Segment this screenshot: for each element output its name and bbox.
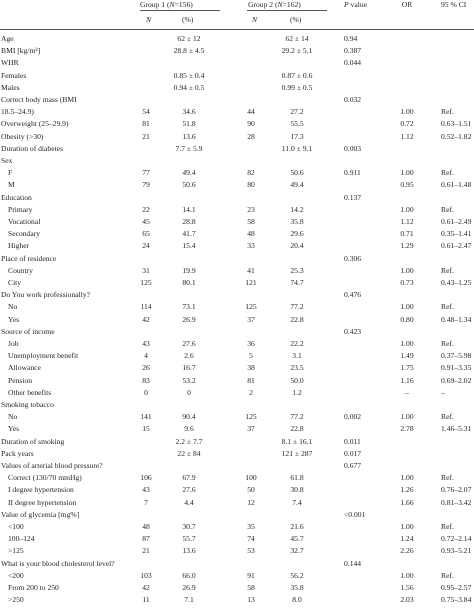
group2-pct-cell: 14.2 (290, 204, 304, 214)
group1-n-cell: 0 (144, 387, 148, 397)
row-label: <100 (8, 522, 24, 531)
confidence-interval-cell: Ref. (441, 522, 454, 531)
header-n1: N (146, 15, 152, 24)
group1-pct-cell: 66.0 (182, 570, 196, 580)
odds-ratio-cell: 1.16 (400, 375, 414, 385)
header-group2: Group 2 (N=162) (248, 0, 301, 9)
row-label: Obesity (>30) (1, 131, 44, 141)
confidence-interval-cell: 0.91–3.35 (441, 363, 472, 373)
confidence-interval-cell: 0.35–1.41 (441, 229, 472, 239)
row-label: Job (8, 339, 19, 348)
group2-n-cell: 37 (247, 314, 255, 324)
confidence-interval-cell: 0.61–2.49 (441, 217, 472, 226)
group2-n-cell: 36 (247, 339, 255, 348)
p-value-cell: 0.144 (344, 558, 362, 568)
group2-n-cell: 28 (247, 131, 255, 141)
group2-n-cell: 100 (245, 473, 257, 483)
confidence-interval-cell: Ref. (441, 412, 454, 422)
group2-pct-cell: 62 ± 14 (285, 34, 309, 43)
group1-pct-cell: 49.4 (182, 168, 196, 178)
group2-n-cell: 125 (245, 302, 257, 312)
group1-n-cell: 43 (142, 339, 150, 348)
group2-pct-cell: 0.87 ± 0.6 (281, 70, 313, 80)
confidence-interval-cell: 0.95–2.57 (441, 583, 472, 592)
row-label: No (8, 302, 18, 312)
group2-pct-cell: 50.0 (290, 375, 304, 385)
row-label: I degree hypertension (8, 485, 74, 495)
row-label: Duration of smoking (1, 436, 65, 446)
odds-ratio-cell: 1.56 (400, 583, 414, 592)
group2-n-cell: 58 (247, 217, 255, 226)
group2-n-cell: 81 (247, 375, 255, 385)
p-value-cell: 0.011 (344, 436, 361, 446)
group2-pct-cell: 22.2 (290, 339, 304, 348)
group1-n-cell: 54 (142, 107, 150, 117)
group1-pct-cell: 62 ± 12 (177, 34, 201, 43)
confidence-interval-cell: 0.52–1.82 (441, 131, 472, 141)
group2-n-cell: 48 (247, 229, 255, 239)
group2-pct-cell: 29.2 ± 5.1 (281, 46, 313, 56)
group1-pct-cell: 90.4 (182, 412, 196, 422)
header-pvalue: P value (344, 0, 367, 9)
group2-pct-cell: 61.8 (290, 473, 304, 483)
group1-pct-cell: 53.2 (182, 375, 196, 385)
odds-ratio-cell: 1.00 (400, 107, 414, 117)
header-pct2: (%) (290, 15, 302, 24)
group2-n-cell: 74 (247, 534, 255, 544)
header-rule (0, 29, 474, 30)
group1-n-cell: 79 (142, 180, 150, 190)
group1-pct-cell: 27.6 (182, 485, 196, 495)
group2-pct-cell: 77.2 (290, 302, 304, 312)
group2-pct-cell: 50.6 (290, 168, 304, 178)
row-label: Yes (8, 424, 20, 434)
odds-ratio-cell: 1.49 (400, 351, 414, 361)
group1-n-cell: 15 (142, 424, 150, 434)
odds-ratio-cell: 1.00 (400, 204, 414, 214)
row-label: Pension (8, 375, 33, 385)
group1-pct-cell: 0 (187, 387, 191, 397)
odds-ratio-cell: 2.03 (400, 595, 414, 605)
row-label: Pack years (1, 448, 34, 458)
group2-pct-cell: 25.3 (290, 265, 304, 275)
group2-n-cell: 12 (247, 497, 255, 507)
group1-pct-cell: 16.7 (182, 363, 196, 373)
row-label: Females (1, 70, 27, 80)
group2-n-cell: 91 (247, 570, 255, 580)
group2-pct-cell: 55.5 (290, 119, 304, 129)
odds-ratio-cell: 1.29 (400, 241, 414, 251)
group1-n-cell: 141 (140, 412, 152, 422)
row-label: Other benefits (8, 387, 52, 397)
group2-pct-cell: 0.99 ± 0.5 (281, 82, 313, 92)
group2-pct-cell: 22.8 (290, 424, 304, 434)
confidence-interval-cell: 0.43–1.25 (441, 278, 472, 287)
group1-n-cell: 42 (142, 314, 150, 324)
group1-pct-cell: 34.6 (182, 107, 196, 117)
row-label: City (8, 278, 22, 287)
p-value-cell: 0.94 (344, 34, 358, 43)
p-value-cell: 0.003 (344, 143, 362, 153)
group2-pct-cell: 121 ± 287 (281, 448, 313, 458)
group1-pct-cell: 50.6 (182, 180, 196, 190)
row-label: Place of residence (1, 253, 57, 263)
confidence-interval-cell: Ref. (441, 473, 454, 483)
row-label: M (8, 180, 15, 190)
row-label: Higher (8, 241, 30, 251)
row-label: >250 (8, 595, 24, 605)
header-pct1: (%) (182, 15, 194, 24)
row-label: <200 (8, 570, 24, 580)
row-label: Smoking tobacco (1, 400, 54, 409)
odds-ratio-cell: 1.00 (400, 302, 414, 312)
confidence-interval-cell: 0.93–5.21 (441, 546, 472, 556)
group1-pct-cell: 14.1 (182, 204, 196, 214)
group2-pct-cell: 29.6 (290, 229, 304, 239)
group1-n-cell: 21 (142, 546, 150, 556)
group1-n-cell: 77 (142, 168, 150, 178)
group1-n-cell: 83 (142, 375, 150, 385)
row-label: Values of arterial blood pressure? (1, 461, 103, 470)
group1-pct-cell: 67.9 (182, 473, 196, 483)
odds-ratio-cell: 0.72 (400, 119, 414, 129)
row-label: Overweight (25–29.9) (1, 119, 69, 129)
group1-pct-cell: 19.9 (182, 265, 196, 275)
odds-ratio-cell: 2.78 (400, 424, 414, 434)
group1-n-cell: 81 (142, 119, 150, 129)
group1-pct-cell: 51.8 (182, 119, 196, 129)
confidence-interval-cell: Ref. (441, 265, 454, 275)
row-label: Correct (130/70 mmHg) (8, 473, 82, 483)
group1-n-cell: 114 (140, 302, 152, 312)
row-label: Vocational (8, 217, 41, 226)
group1-n-cell: 4 (144, 351, 148, 361)
row-label: From 200 to 250 (8, 583, 59, 592)
p-value-cell: 0.044 (344, 58, 362, 68)
group2-pct-cell: 27.2 (290, 107, 304, 117)
group1-pct-cell: 2.6 (184, 351, 194, 361)
group2-n-cell: 44 (247, 107, 255, 117)
group2-n-cell: 50 (247, 485, 255, 495)
group1-n-cell: 26 (142, 363, 150, 373)
row-label: Correct body mass (BMI (1, 95, 77, 104)
confidence-interval-cell: 0.61–1.48 (441, 180, 472, 190)
group2-pct-cell: 77.2 (290, 412, 304, 422)
group1-n-cell: 45 (142, 217, 150, 226)
p-value-cell: 0.032 (344, 95, 362, 104)
group2-pct-cell: 22.8 (290, 314, 304, 324)
row-label: Primary (8, 204, 33, 214)
confidence-interval-cell: 0.63–1.51 (441, 119, 472, 129)
odds-ratio-cell: 1.26 (400, 485, 414, 495)
group2-n-cell: 2 (249, 387, 253, 397)
group1-pct-cell: 7.7 ± 5.9 (175, 143, 203, 153)
group2-pct-cell: 35.8 (290, 217, 304, 226)
group1-pct-cell: 13.6 (182, 546, 196, 556)
p-value-cell: 0.137 (344, 192, 362, 202)
group1-n-cell: 7 (144, 497, 148, 507)
row-label: 18.5–24.9) (1, 107, 34, 117)
row-label: Secondary (8, 229, 41, 239)
confidence-interval-cell: 0.48–1.34 (441, 314, 472, 324)
group2-pct-cell: 3.1 (292, 351, 302, 361)
group1-n-cell: 43 (142, 485, 150, 495)
group2-n-cell: 125 (245, 412, 257, 422)
group2-n-cell: 33 (247, 241, 255, 251)
header-n2: N (252, 15, 258, 24)
row-label: No (8, 412, 18, 422)
header-ci: 95 % CI (441, 0, 467, 9)
group1-pct-cell: 27.6 (182, 339, 196, 348)
odds-ratio-cell: 1.12 (400, 217, 414, 226)
row-label: Country (8, 265, 33, 275)
group1-pct-cell: 0.94 ± 0.5 (173, 82, 205, 92)
group2-pct-cell: 1.2 (292, 387, 302, 397)
confidence-interval-cell: 0.37–5.98 (441, 351, 472, 361)
group1-pct-cell: 15.4 (182, 241, 196, 251)
group1-n-cell: 48 (142, 522, 150, 531)
confidence-interval-cell: 0.81–3.42 (441, 497, 472, 507)
group2-n-cell: 90 (247, 119, 255, 129)
row-label: >125 (8, 546, 24, 556)
odds-ratio-cell: 1.24 (400, 534, 414, 544)
group2-pct-cell: 45.7 (290, 534, 304, 544)
group2-pct-cell: 56.2 (290, 570, 304, 580)
group2-n-cell: 23 (247, 204, 255, 214)
row-label: Education (1, 192, 32, 202)
odds-ratio-cell: 1.00 (400, 473, 414, 483)
p-value-cell: 0.476 (344, 290, 362, 300)
row-label: Duration of diabetes (1, 143, 63, 153)
p-value-cell: 0.306 (344, 253, 362, 263)
group2-pct-cell: 11.0 ± 9.1 (281, 143, 313, 153)
group1-pct-cell: 0.85 ± 0.4 (173, 70, 205, 80)
row-label: What is your blood cholesterol level? (1, 558, 115, 568)
row-label: 100–124 (8, 534, 35, 544)
odds-ratio-cell: 1.00 (400, 570, 414, 580)
group2-n-cell: 37 (247, 424, 255, 434)
row-label: Yes (8, 314, 20, 324)
header-or: OR (401, 0, 413, 9)
confidence-interval-cell: – (441, 387, 445, 397)
group1-n-cell: 106 (140, 473, 152, 483)
p-value-cell: 0.423 (344, 326, 362, 336)
group1-n-cell: 21 (142, 131, 150, 141)
group2-pct-cell: 7.4 (292, 497, 302, 507)
row-label: WHR (1, 58, 19, 68)
group1-pct-cell: 7.1 (184, 595, 194, 605)
p-value-cell: 0.002 (344, 412, 362, 422)
p-value-cell: 0.017 (344, 448, 362, 458)
header-group1: Group 1 (N=156) (140, 0, 193, 9)
group2-n-cell: 53 (247, 546, 255, 556)
odds-ratio-cell: – (405, 387, 409, 397)
row-label: BMI [kg/m²] (1, 46, 41, 56)
group1-pct-cell: 26.9 (182, 583, 196, 592)
p-value-cell: 0.911 (344, 168, 361, 178)
row-label: Source of income (1, 326, 55, 336)
group1-n-cell: 87 (142, 534, 150, 544)
group1-n-cell: 125 (140, 278, 152, 287)
group1-n-cell: 42 (142, 583, 150, 592)
confidence-interval-cell: 1.46–5.31 (441, 424, 472, 434)
group2-n-cell: 80 (247, 180, 255, 190)
row-label: II degree hypertension (8, 497, 77, 507)
row-label: Allowance (8, 363, 41, 373)
row-label: Do You work professionally? (1, 290, 91, 300)
group1-n-cell: 22 (142, 204, 150, 214)
group2-pct-cell: 17.3 (290, 131, 304, 141)
row-label: Males (1, 82, 20, 92)
odds-ratio-cell: 0.71 (400, 229, 414, 239)
confidence-interval-cell: Ref. (441, 339, 454, 348)
confidence-interval-cell: Ref. (441, 570, 454, 580)
group2-n-cell: 82 (247, 168, 255, 178)
group2-n-cell: 38 (247, 363, 255, 373)
group2-pct-cell: 8.0 (292, 595, 302, 605)
odds-ratio-cell: 0.80 (400, 314, 414, 324)
odds-ratio-cell: 0.95 (400, 180, 414, 190)
odds-ratio-cell: 1.00 (400, 168, 414, 178)
group1-n-cell: 11 (142, 595, 150, 605)
group2-rule (247, 10, 327, 11)
group1-pct-cell: 73.1 (182, 302, 196, 312)
odds-ratio-cell: 1.66 (400, 497, 414, 507)
group2-pct-cell: 30.8 (290, 485, 304, 495)
p-value-cell: 0.387 (344, 46, 362, 56)
group2-pct-cell: 49.4 (290, 180, 304, 190)
group2-pct-cell: 8.1 ± 16.1 (281, 436, 313, 446)
row-label: Value of glycemia [mg%] (1, 509, 80, 519)
confidence-interval-cell: Ref. (441, 107, 454, 117)
odds-ratio-cell: 1.75 (400, 363, 414, 373)
group2-pct-cell: 32.7 (290, 546, 304, 556)
group1-n-cell: 31 (142, 265, 150, 275)
group1-pct-cell: 41.7 (182, 229, 196, 239)
confidence-interval-cell: Ref. (441, 168, 454, 178)
group1-pct-cell: 4.4 (184, 497, 194, 507)
odds-ratio-cell: 1.00 (400, 339, 414, 348)
confidence-interval-cell: 0.69–2.02 (441, 375, 472, 385)
confidence-interval-cell: 0.61–2.47 (441, 241, 472, 251)
row-label: Age (1, 34, 14, 43)
odds-ratio-cell: 0.73 (400, 278, 414, 287)
confidence-interval-cell: 0.75–3.84 (441, 595, 472, 605)
row-label: Unemployment benefit (8, 351, 79, 361)
group1-pct-cell: 26.9 (182, 314, 196, 324)
group2-n-cell: 13 (247, 595, 255, 605)
group1-pct-cell: 30.7 (182, 522, 196, 531)
group1-n-cell: 103 (140, 570, 152, 580)
group1-pct-cell: 28.8 (182, 217, 196, 226)
confidence-interval-cell: Ref. (441, 302, 454, 312)
group1-n-cell: 65 (142, 229, 150, 239)
confidence-interval-cell: Ref. (441, 204, 454, 214)
confidence-interval-cell: 0.76–2.07 (441, 485, 472, 495)
odds-ratio-cell: 1.00 (400, 265, 414, 275)
group1-pct-cell: 22 ± 84 (177, 448, 201, 458)
odds-ratio-cell: 1.12 (400, 131, 414, 141)
group2-pct-cell: 35.8 (290, 583, 304, 592)
odds-ratio-cell: 1.00 (400, 522, 414, 531)
group1-pct-cell: 28.8 ± 4.5 (173, 46, 205, 56)
row-label: F (8, 168, 13, 178)
group2-pct-cell: 23.5 (290, 363, 304, 373)
row-label: Sex (1, 156, 13, 165)
group1-n-cell: 24 (142, 241, 150, 251)
group2-n-cell: 58 (247, 583, 255, 592)
group1-pct-cell: 9.6 (184, 424, 194, 434)
group2-n-cell: 5 (249, 351, 253, 361)
p-value-cell: 0.677 (344, 461, 362, 470)
group2-n-cell: 121 (245, 278, 257, 287)
odds-ratio-cell: 1.00 (400, 412, 414, 422)
group1-pct-cell: 80.1 (182, 278, 196, 287)
group2-pct-cell: 21.6 (290, 522, 304, 531)
odds-ratio-cell: 2.26 (400, 546, 414, 556)
group1-pct-cell: 55.7 (182, 534, 196, 544)
group1-pct-cell: 13.6 (182, 131, 196, 141)
group1-rule (140, 10, 220, 11)
group2-pct-cell: 74.7 (290, 278, 304, 287)
group2-pct-cell: 20.4 (290, 241, 304, 251)
p-value-cell: <0.001 (344, 509, 366, 519)
confidence-interval-cell: 0.72–2.14 (441, 534, 472, 544)
group1-pct-cell: 2.2 ± 7.7 (175, 436, 203, 446)
group2-n-cell: 41 (247, 265, 255, 275)
group2-n-cell: 35 (247, 522, 255, 531)
